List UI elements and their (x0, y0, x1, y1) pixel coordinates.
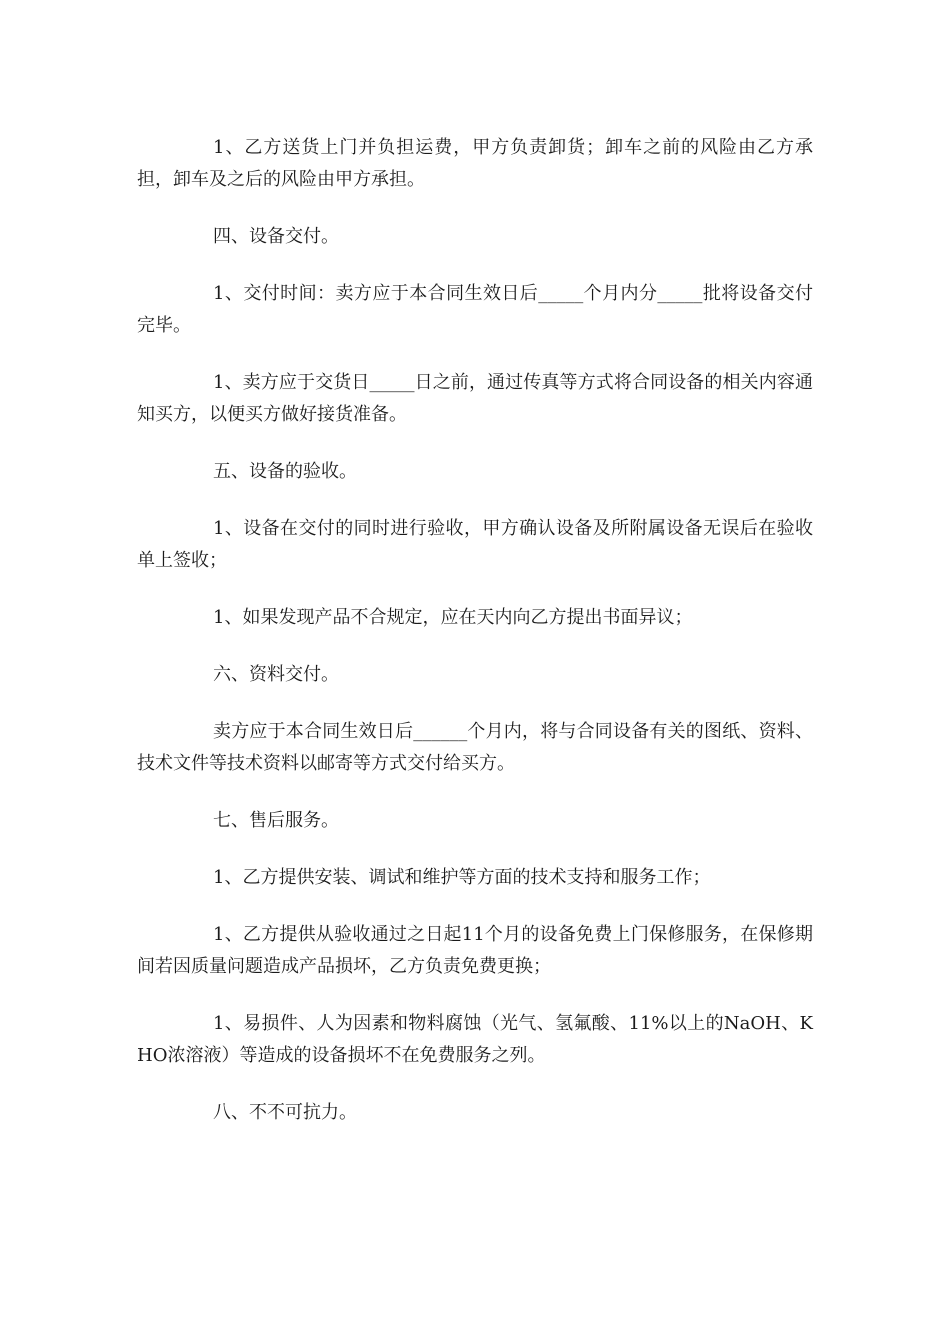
heading-section-5: 五、设备的验收。 (213, 461, 357, 482)
paragraph-delivery-shipping: 1、乙方送货上门并负担运费，甲方负责卸货；卸车之前的风险由乙方承担，卸车及之后的风险由甲方承担。 (137, 137, 813, 190)
paragraph-warranty-exclusions: 1、易损件、人为因素和物料腐蚀（光气、氢氟酸、11%以上的NaOH、KHO浓溶液）等造成的设备损坏不在免费服务之列。 (137, 1013, 813, 1066)
heading-section-4: 四、设备交付。 (213, 226, 339, 247)
paragraph-objection: 1、如果发现产品不合规定，应在天内向乙方提出书面异议； (213, 607, 693, 628)
paragraph-delivery-time: 1、交付时间：卖方应于本合同生效日后_____个月内分_____批将设备交付完毕。 (137, 283, 813, 336)
paragraph-acceptance: 1、设备在交付的同时进行验收，甲方确认设备及所附属设备无误后在验收单上签收； (137, 518, 813, 571)
paragraph-technical-support: 1、乙方提供安装、调试和维护等方面的技术支持和服务工作； (213, 867, 711, 888)
document-body (137, 132, 813, 1154)
paragraph-documents-delivery: 卖方应于本合同生效日后______个月内，将与合同设备有关的图纸、资料、技术文件等技术资料以邮寄等方式交付给买方。 (137, 721, 813, 774)
heading-section-7: 七、售后服务。 (213, 810, 339, 831)
heading-section-6: 六、资料交付。 (213, 664, 339, 685)
heading-section-8: 八、不不可抗力。 (213, 1102, 357, 1123)
paragraph-warranty: 1、乙方提供从验收通过之日起11个月的设备免费上门保修服务，在保修期间若因质量问题造成产品损坏，乙方负责免费更换； (137, 924, 813, 977)
paragraph-delivery-notice: 1、卖方应于交货日_____日之前，通过传真等方式将合同设备的相关内容通知买方，以便买方做好接货准备。 (137, 372, 813, 425)
